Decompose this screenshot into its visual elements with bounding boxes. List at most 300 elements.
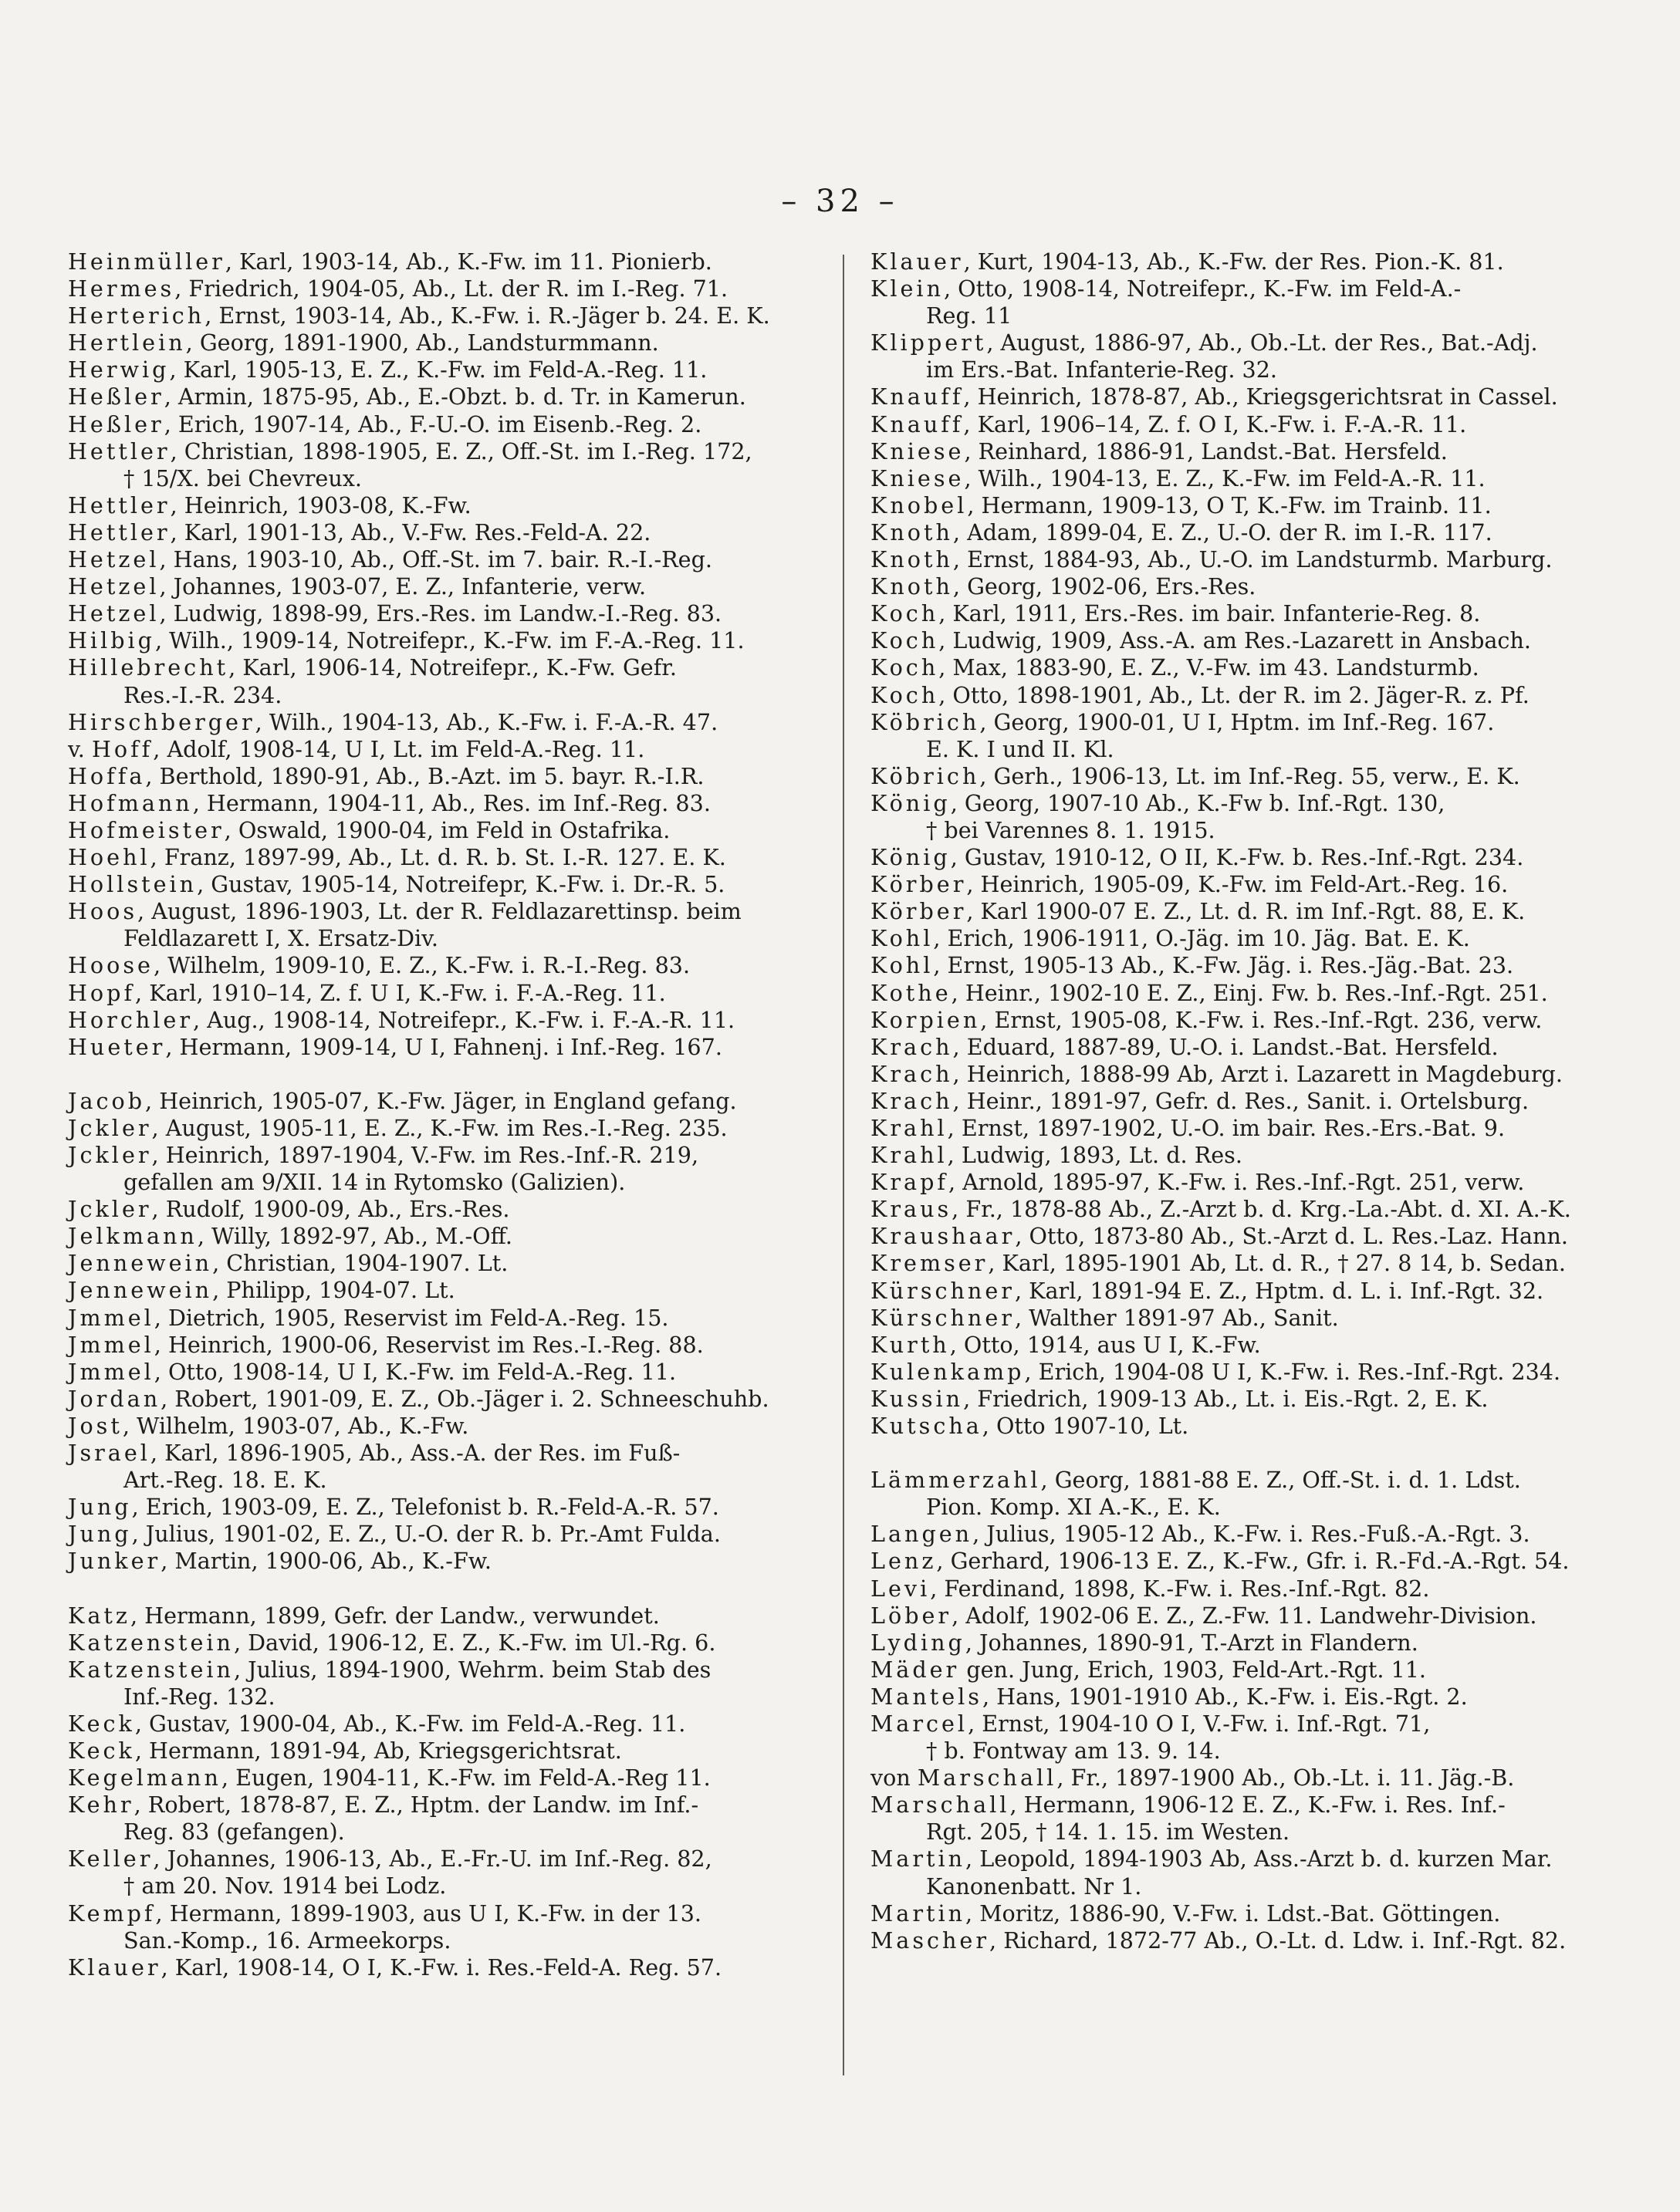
entry-line xyxy=(68,1521,832,1548)
roster-entry xyxy=(870,1278,1642,1305)
entry-line xyxy=(68,1765,832,1792)
roster-entry xyxy=(870,1115,1642,1142)
roster-entry xyxy=(68,952,832,979)
roster-entry xyxy=(870,465,1642,492)
surname: Hetzel xyxy=(68,573,160,600)
entry-details: , Johannes, 1906-13, Ab., E.-Fr.-U. im Inf.-Reg. 82, xyxy=(153,1846,712,1873)
entry-details: , Wilh., 1909-14, Notreifepr., K.-Fw. im F.-A.-Reg. 11. xyxy=(154,627,745,654)
entry-continuation: Rgt. 205, † 14. 1. 15. im Westen. xyxy=(926,1819,1290,1846)
entry-line xyxy=(68,763,832,790)
entry-line xyxy=(68,1792,832,1819)
roster-entry xyxy=(870,763,1642,790)
entry-line xyxy=(870,573,1642,600)
roster-entry xyxy=(870,248,1642,275)
entry-line xyxy=(870,1332,1642,1359)
entry-details: , Karl, 1906-14, Notreifepr., K.-Fw. Gefr. xyxy=(228,654,677,681)
surname: Herterich xyxy=(68,302,205,329)
entry-details: , Karl 1900-07 E. Z., Lt. d. R. im Inf.-Rgt. 88, E. K. xyxy=(966,898,1526,925)
entry-details: , Julius, 1894-1900, Wehrm. beim Stab des xyxy=(233,1656,712,1683)
entry-details: , Karl, 1901-13, Ab., V.-Fw. Res.-Feld-A. 22. xyxy=(170,518,651,545)
surname: Martin xyxy=(870,1900,966,1927)
entry-details: , Robert, 1878-87, E. Z., Hptm. der Landw. im Inf.- xyxy=(134,1792,699,1819)
entry-details: , Erich, 1906-1911, O.-Jäg. im 10. Jäg. Bat. E. K. xyxy=(933,925,1470,952)
entry-line xyxy=(870,898,1642,925)
surname: Martin xyxy=(870,1846,966,1873)
entry-details: , Gustav, 1905-14, Notreifepr, K.-Fw. i. Dr.-R. 5. xyxy=(197,871,725,898)
entry-line xyxy=(68,411,832,438)
surname: Klein xyxy=(870,275,944,302)
surname: Mantels xyxy=(870,1683,982,1710)
entry-details: , Berthold, 1890-91, Ab., B.-Azt. im 5. bayr. R.-I.R. xyxy=(145,762,705,789)
entry-details: , Adolf, 1902-06 E. Z., Z.-Fw. 11. Landwehr-Division. xyxy=(952,1602,1537,1629)
entry-details: , Karl, 1906–14, Z. f. O I, K.-Fw. i. F.-A.-R. 11. xyxy=(963,410,1467,437)
entry-details: , Julius, 1905-12 Ab., K.-Fw. i. Res.-Fuß.-A.-Rgt. 3. xyxy=(972,1521,1530,1548)
roster-entry xyxy=(870,1088,1642,1115)
roster-entry xyxy=(870,1250,1642,1277)
surname: Hofmann xyxy=(68,789,193,816)
surname: Jckler xyxy=(68,1142,152,1168)
surname: Krapf xyxy=(870,1169,948,1196)
roster-entry xyxy=(68,1115,832,1142)
entry-details: , Wilh., 1904-13, E. Z., K.-Fw. im Feld-A.-R. 11. xyxy=(964,464,1486,491)
entry-line xyxy=(870,329,1642,356)
entry-line xyxy=(870,1142,1642,1169)
surname: Hueter xyxy=(68,1033,166,1060)
entry-details: , Ludwig, 1898-99, Ers.-Res. im Landw.-I.-Reg. 83. xyxy=(159,600,722,627)
entry-details: , August, 1905-11, E. Z., K.-Fw. im Res.-I.-Reg. 235. xyxy=(151,1114,728,1141)
entry-details: , Heinrich, 1897-1904, V.-Fw. im Res.-Inf.-R. 219, xyxy=(151,1142,699,1168)
entry-details: , Karl, 1908-14, O I, K.-Fw. i. Res.-Feld-A. Reg. 57. xyxy=(161,1954,722,1981)
entry-details: , Otto, 1873-80 Ab., St.-Arzt d. L. Res.-Laz. Hann. xyxy=(1015,1223,1568,1250)
surname: Heßler xyxy=(68,383,164,410)
entry-details: , Christian, 1904-1907. Lt. xyxy=(212,1250,509,1277)
roster-entry xyxy=(68,844,832,871)
entry-details: , Ernst, 1897-1902, U.-O. im bair. Res.-Ers.-Bat. 9. xyxy=(947,1115,1506,1141)
surname: Hermes xyxy=(68,275,175,302)
entry-details: , Heinrich, 1905-09, K.-Fw. im Feld-Art.-Reg. 16. xyxy=(966,871,1509,898)
entry-line xyxy=(870,1602,1642,1629)
surname: Kegelmann xyxy=(68,1765,221,1792)
entry-details: , Hermann, 1891-94, Ab, Kriegsgerichtsrat. xyxy=(134,1737,622,1764)
entry-details: , Georg, 1891-1900, Ab., Landsturmmann. xyxy=(185,329,659,356)
roster-entry xyxy=(870,1683,1642,1711)
roster-entry xyxy=(870,1386,1642,1413)
roster-entry xyxy=(68,1413,832,1440)
surname: Klippert xyxy=(870,329,987,356)
surname: Kurth xyxy=(870,1331,950,1358)
entry-line xyxy=(870,1683,1642,1711)
column-divider xyxy=(843,255,844,2075)
roster-entry xyxy=(870,682,1642,709)
entry-details: , Arnold, 1895-97, K.-Fw. i. Res.-Inf.-Rgt. 251, verw. xyxy=(948,1169,1525,1196)
roster-entry xyxy=(68,654,832,708)
roster-entry xyxy=(68,1738,832,1765)
name-prefix: von xyxy=(870,1765,918,1792)
entry-line xyxy=(870,980,1642,1007)
entry-details: , Kurt, 1904-13, Ab., K.-Fw. der Res. Pion.-K. 81. xyxy=(963,248,1504,275)
roster-entry xyxy=(68,1034,832,1061)
surname: Kniese xyxy=(870,464,965,491)
surname: Körber xyxy=(870,871,967,898)
surname: Jost xyxy=(68,1412,123,1439)
entry-continuation: San.-Komp., 16. Armeekorps. xyxy=(123,1927,451,1954)
surname: Marschall xyxy=(870,1792,1010,1819)
entry-line xyxy=(68,1846,832,1873)
entry-line xyxy=(870,1223,1642,1250)
roster-entry xyxy=(870,275,1642,329)
entry-line xyxy=(870,465,1642,492)
entry-details: , Heinrich, 1903-08, K.-Fw. xyxy=(170,491,472,518)
entry-details: , Karl, 1896-1905, Ab., Ass.-A. der Res. im Fuß- xyxy=(150,1440,681,1467)
surname: Hetzel xyxy=(68,600,160,627)
entry-line xyxy=(870,1386,1642,1413)
roster-entry xyxy=(870,1765,1642,1792)
roster-entry xyxy=(870,1467,1642,1521)
surname: Kraus xyxy=(870,1196,952,1223)
roster-entry xyxy=(870,1575,1642,1602)
roster-entry xyxy=(68,817,832,844)
entry-line xyxy=(68,383,832,410)
entry-line xyxy=(870,519,1642,546)
roster-entry xyxy=(68,1521,832,1548)
entry-details: , Georg, 1907-10 Ab., K.-Fw b. Inf.-Rgt. 130, xyxy=(950,789,1445,816)
entry-continuation: Inf.-Reg. 132. xyxy=(123,1683,275,1710)
roster-entry xyxy=(870,1169,1642,1196)
surname: Hoose xyxy=(68,952,154,979)
surname: Knoth xyxy=(870,546,953,573)
surname: Köbrich xyxy=(870,762,980,789)
entry-continuation: E. K. I und II. Kl. xyxy=(926,735,1114,762)
surname: Kürschner xyxy=(870,1277,1015,1304)
roster-entry xyxy=(68,573,832,600)
roster-entry xyxy=(870,1602,1642,1629)
entry-details: , Leopold, 1894-1903 Ab, Ass.-Arzt b. d. kurzen Mar. xyxy=(965,1846,1553,1873)
entry-details: , Eugen, 1904-11, K.-Fw. im Feld-A.-Reg 11. xyxy=(221,1765,711,1792)
roster-entry xyxy=(870,1332,1642,1359)
entry-details: , Heinrich, 1900-06, Reservist im Res.-I.-Reg. 88. xyxy=(154,1331,704,1358)
roster-entry xyxy=(68,356,832,383)
surname: Jung xyxy=(68,1521,132,1548)
roster-entry xyxy=(68,492,832,519)
entry-continuation: Kanonenbatt. Nr 1. xyxy=(926,1873,1142,1900)
entry-details: , Heinrich, 1888-99 Ab, Arzt i. Lazarett in Magdeburg. xyxy=(952,1060,1563,1087)
entry-line xyxy=(68,1738,832,1765)
entry-line xyxy=(870,871,1642,898)
entry-details: , Hans, 1903-10, Ab., Off.-St. im 7. bair. R.-I.-Reg. xyxy=(159,546,712,573)
roster-entry xyxy=(68,1629,832,1656)
surname: Kehr xyxy=(68,1792,134,1819)
roster-entry xyxy=(870,654,1642,681)
entry-line xyxy=(870,411,1642,438)
entry-continuation: † am 20. Nov. 1914 bei Lodz. xyxy=(123,1873,447,1900)
roster-entry xyxy=(68,275,832,302)
entry-continuation: gefallen am 9/XII. 14 in Rytomsko (Galizien). xyxy=(123,1169,626,1196)
entry-line xyxy=(870,600,1642,627)
entry-details: , Ernst, 1904-10 O I, V.-Fw. i. Inf.-Rgt. 71, xyxy=(968,1710,1431,1737)
entry-details: , August, 1896-1903, Lt. der R. Feldlazarettinsp. beim xyxy=(137,898,742,925)
surname: Marschall xyxy=(917,1765,1057,1792)
roster-entry xyxy=(68,1305,832,1332)
entry-line xyxy=(870,925,1642,952)
entry-details: , Ernst, 1884-93, Ab., U.-O. im Landsturmb. Marburg. xyxy=(952,546,1553,573)
entry-line xyxy=(870,1467,1642,1494)
entry-details: , Gerh., 1906-13, Lt. im Inf.-Reg. 55, verw., E. K. xyxy=(979,762,1520,789)
entry-line xyxy=(68,1196,832,1223)
entry-line xyxy=(870,1169,1642,1196)
roster-entry xyxy=(870,519,1642,546)
surname: Kürschner xyxy=(870,1304,1015,1331)
roster-entry xyxy=(68,1440,832,1494)
entry-line xyxy=(68,1413,832,1440)
surname: Keller xyxy=(68,1846,154,1873)
surname: Hillebrecht xyxy=(68,654,229,681)
entry-line xyxy=(68,1629,832,1656)
entry-line xyxy=(68,952,832,979)
roster-entry xyxy=(870,1900,1642,1927)
entry-line xyxy=(68,1034,832,1061)
entry-line xyxy=(68,1954,832,1981)
entry-continuation: † b. Fontway am 13. 9. 14. xyxy=(926,1738,1221,1765)
entry-details: , Friedrich, 1909-13 Ab., Lt. i. Eis.-Rgt. 2, E. K. xyxy=(963,1385,1489,1412)
roster-entry xyxy=(68,736,832,763)
roster-entry xyxy=(870,1034,1642,1061)
name-prefix: v. xyxy=(68,735,92,762)
entry-details: , Karl, 1911, Ers.-Res. im bair. Infanterie-Reg. 8. xyxy=(938,600,1481,627)
entry-details: , Hermann, 1899-1903, aus U I, K.-Fw. in der 13. xyxy=(155,1900,701,1927)
entry-line xyxy=(870,1765,1642,1792)
entry-details: gen. Jung, Erich, 1903, Feld-Art.-Rgt. 11. xyxy=(959,1656,1427,1683)
entry-line xyxy=(870,844,1642,871)
entry-line xyxy=(68,1142,832,1169)
roster-entry xyxy=(870,1305,1642,1332)
entry-line xyxy=(68,1007,832,1034)
entry-details: , Adam, 1899-04, E. Z., U.-O. der R. im I.-R. 117. xyxy=(952,518,1492,545)
entry-line xyxy=(68,573,832,600)
surname: Hopf xyxy=(68,979,136,1006)
entry-details: , Gustav, 1900-04, Ab., K.-Fw. im Feld-A.-Reg. 11. xyxy=(134,1710,686,1737)
surname: Hertlein xyxy=(68,329,186,356)
surname: Junker xyxy=(68,1548,161,1575)
entry-line xyxy=(68,302,832,329)
roster-entry xyxy=(68,1846,832,1900)
roster-entry xyxy=(870,952,1642,979)
entry-line xyxy=(870,1034,1642,1061)
entry-details: , Christian, 1898-1905, E. Z., Off.-St. im I.-Reg. 172, xyxy=(170,437,752,464)
entry-line xyxy=(68,1386,832,1413)
surname: Keck xyxy=(68,1737,135,1764)
surname: Hoff xyxy=(91,735,154,762)
roster-entry xyxy=(68,627,832,654)
entry-details: , David, 1906-12, E. Z., K.-Fw. im Ul.-Rg. 6. xyxy=(233,1629,716,1656)
entry-details: , Wilh., 1904-13, Ab., K.-Fw. i. F.-A.-R. 47. xyxy=(255,708,718,735)
entry-line xyxy=(68,627,832,654)
entry-line xyxy=(870,763,1642,790)
surname: Hettler xyxy=(68,437,171,464)
entry-line xyxy=(870,1792,1642,1819)
roster-entry xyxy=(870,1007,1642,1034)
surname: Hollstein xyxy=(68,871,198,898)
entry-line xyxy=(870,1007,1642,1034)
surname: Löber xyxy=(870,1602,952,1629)
entry-line xyxy=(870,438,1642,465)
entry-details: , Erich, 1904-08 U I, K.-Fw. i. Res.-Inf.-Rgt. 234. xyxy=(1024,1358,1561,1385)
surname: Klauer xyxy=(870,248,964,275)
surname: Kothe xyxy=(870,979,952,1006)
entry-line xyxy=(68,1900,832,1927)
surname: Krach xyxy=(870,1087,953,1114)
entry-details: , Otto, 1898-1901, Ab., Lt. der R. im 2. Jäger-R. z. Pf. xyxy=(938,681,1530,708)
roster-entry xyxy=(68,302,832,329)
entry-line xyxy=(870,709,1642,736)
entry-line xyxy=(68,1115,832,1142)
entry-details: , Ludwig, 1909, Ass.-A. am Res.-Lazarett in Ansbach. xyxy=(938,627,1531,654)
entry-details: , Otto, 1908-14, U I, K.-Fw. im Feld-A.-Reg. 11. xyxy=(154,1358,677,1385)
entry-line xyxy=(870,546,1642,573)
entry-details: , Oswald, 1900-04, im Feld in Ostafrika. xyxy=(224,816,671,843)
entry-details: , Max, 1883-90, E. Z., V.-Fw. im 43. Landsturmb. xyxy=(938,654,1479,681)
roster-entry xyxy=(870,1521,1642,1548)
roster-entry xyxy=(870,546,1642,573)
entry-details: , Karl, 1891-94 E. Z., Hptm. d. L. i. Inf.-Rgt. 32. xyxy=(1014,1277,1544,1304)
entry-details: , Johannes, 1903-07, E. Z., Infanterie, verw. xyxy=(159,573,647,600)
entry-details: , Ludwig, 1893, Lt. d. Res. xyxy=(947,1142,1242,1169)
roster-entry xyxy=(870,1629,1642,1656)
entry-line xyxy=(870,1548,1642,1575)
surname: Jacob xyxy=(68,1087,146,1114)
surname: Körber xyxy=(870,898,967,925)
entry-line xyxy=(870,1088,1642,1115)
entry-details: , Karl, 1905-13, E. Z., K.-Fw. im Feld-A.-Reg. 11. xyxy=(169,356,708,383)
section-gap xyxy=(68,1061,832,1088)
roster-entry xyxy=(68,1359,832,1386)
surname: Jelkmann xyxy=(68,1223,198,1250)
surname: Kohl xyxy=(870,952,934,979)
surname: Jmmel xyxy=(68,1358,154,1385)
entry-continuation: Art.-Reg. 18. E. K. xyxy=(123,1467,327,1494)
entry-details: , Walther 1891-97 Ab., Sanit. xyxy=(1014,1304,1339,1331)
roster-entry xyxy=(68,438,832,492)
entry-details: , Wilhelm, 1909-10, E. Z., K.-Fw. i. R.-I.-Reg. 83. xyxy=(153,952,691,979)
roster-entry xyxy=(68,1602,832,1629)
right-column xyxy=(870,248,1642,1954)
roster-entry xyxy=(870,871,1642,898)
roster-entry xyxy=(68,1548,832,1575)
entry-line xyxy=(870,275,1642,302)
entry-line xyxy=(68,1223,832,1250)
surname: Langen xyxy=(870,1521,973,1548)
roster-entry xyxy=(870,1711,1642,1765)
entry-line xyxy=(68,356,832,383)
roster-entry xyxy=(870,383,1642,410)
entry-details: , Heinrich, 1905-07, K.-Fw. Jäger, in England gefang. xyxy=(145,1087,737,1114)
entry-continuation: Reg. 11 xyxy=(926,302,1012,329)
roster-entry xyxy=(68,1494,832,1521)
entry-details: , Philipp, 1904-07. Lt. xyxy=(212,1277,455,1304)
entry-continuation: Pion. Komp. XI A.-K., E. K. xyxy=(926,1494,1221,1521)
entry-line xyxy=(68,492,832,519)
surname: Koch xyxy=(870,654,939,681)
roster-entry xyxy=(68,1142,832,1196)
entry-details: , Ernst, 1903-14, Ab., K.-Fw. i. R.-Jäger b. 24. E. K. xyxy=(205,302,770,329)
entry-details: , Karl, 1895-1901 Ab, Lt. d. R., † 27. 8 14, b. Sedan. xyxy=(988,1250,1566,1277)
entry-line xyxy=(68,1440,832,1467)
surname: Köbrich xyxy=(870,708,980,735)
roster-entry xyxy=(870,1223,1642,1250)
entry-line xyxy=(68,1359,832,1386)
surname: Kniese xyxy=(870,437,965,464)
roster-entry xyxy=(68,709,832,736)
surname: Knoth xyxy=(870,573,953,600)
entry-details: , Heinr., 1902-10 E. Z., Einj. Fw. b. Res.-Inf.-Rgt. 251. xyxy=(951,979,1548,1006)
surname: Mascher xyxy=(870,1927,990,1954)
entry-line xyxy=(68,329,832,356)
entry-line xyxy=(68,790,832,817)
entry-line xyxy=(870,1629,1642,1656)
roster-entry xyxy=(68,1900,832,1954)
entry-line xyxy=(870,248,1642,275)
entry-line xyxy=(68,817,832,844)
entry-line xyxy=(870,1278,1642,1305)
surname: Knauff xyxy=(870,383,964,410)
entry-details: , Georg, 1881-88 E. Z., Off.-St. i. d. 1. Ldst. xyxy=(1040,1467,1521,1494)
roster-entry xyxy=(68,1196,832,1223)
entry-line xyxy=(870,1359,1642,1386)
roster-entry xyxy=(68,1792,832,1846)
roster-entry xyxy=(870,573,1642,600)
entry-details: , August, 1886-97, Ab., Ob.-Lt. der Res., Bat.-Adj. xyxy=(986,329,1538,356)
entry-line xyxy=(870,1900,1642,1927)
surname: Koch xyxy=(870,627,939,654)
entry-details: , Armin, 1875-95, Ab., E.-Obzt. b. d. Tr. in Kamerun. xyxy=(164,383,746,410)
entry-details: , Ernst, 1905-13 Ab., K.-Fw. Jäg. i. Res.-Jäg.-Bat. 23. xyxy=(933,952,1514,979)
roster-entry xyxy=(68,1088,832,1115)
entry-details: , Georg, 1902-06, Ers.-Res. xyxy=(952,573,1256,600)
entry-details: , Richard, 1872-77 Ab., O.-Lt. d. Ldw. i. Inf.-Rgt. 82. xyxy=(989,1927,1567,1954)
surname: Kremser xyxy=(870,1250,989,1277)
surname: Jckler xyxy=(68,1114,152,1141)
roster-entry xyxy=(68,1223,832,1250)
roster-entry xyxy=(870,1142,1642,1169)
entry-line xyxy=(68,1548,832,1575)
surname: Hirschberger xyxy=(68,708,255,735)
entry-continuation: Res.-I.-R. 234. xyxy=(123,681,282,708)
roster-entry xyxy=(870,438,1642,465)
roster-entry xyxy=(68,1954,832,1981)
surname: Kutscha xyxy=(870,1413,982,1440)
surname: Jsrael xyxy=(68,1440,150,1467)
surname: Knauff xyxy=(870,410,964,437)
entry-line xyxy=(68,1494,832,1521)
surname: Knoth xyxy=(870,518,953,545)
roster-entry xyxy=(68,1332,832,1359)
entry-line xyxy=(68,275,832,302)
entry-line xyxy=(68,871,832,898)
entry-details: , Otto, 1914, aus U I, K.-Fw. xyxy=(949,1331,1261,1358)
surname: Heinmüller xyxy=(68,248,225,275)
entry-details: , Hermann, 1904-11, Ab., Res. im Inf.-Reg. 83. xyxy=(192,789,711,816)
entry-continuation: † bei Varennes 8. 1. 1915. xyxy=(926,816,1215,843)
roster-entry xyxy=(68,411,832,438)
entry-details: , Hermann, 1906-12 E. Z., K.-Fw. i. Res. Inf.- xyxy=(1009,1792,1506,1819)
surname: Klauer xyxy=(68,1954,161,1981)
entry-line xyxy=(68,1305,832,1332)
entry-details: , Rudolf, 1900-09, Ab., Ers.-Res. xyxy=(151,1196,510,1223)
entry-details: , Ferdinand, 1898, K.-Fw. i. Res.-Inf.-Rgt. 82. xyxy=(930,1575,1430,1602)
entry-details: , Otto, 1908-14, Notreifepr., K.-Fw. im Feld-A.- xyxy=(944,275,1462,302)
surname: Lyding xyxy=(870,1629,965,1656)
roster-entry xyxy=(68,600,832,627)
entry-line xyxy=(68,1088,832,1115)
